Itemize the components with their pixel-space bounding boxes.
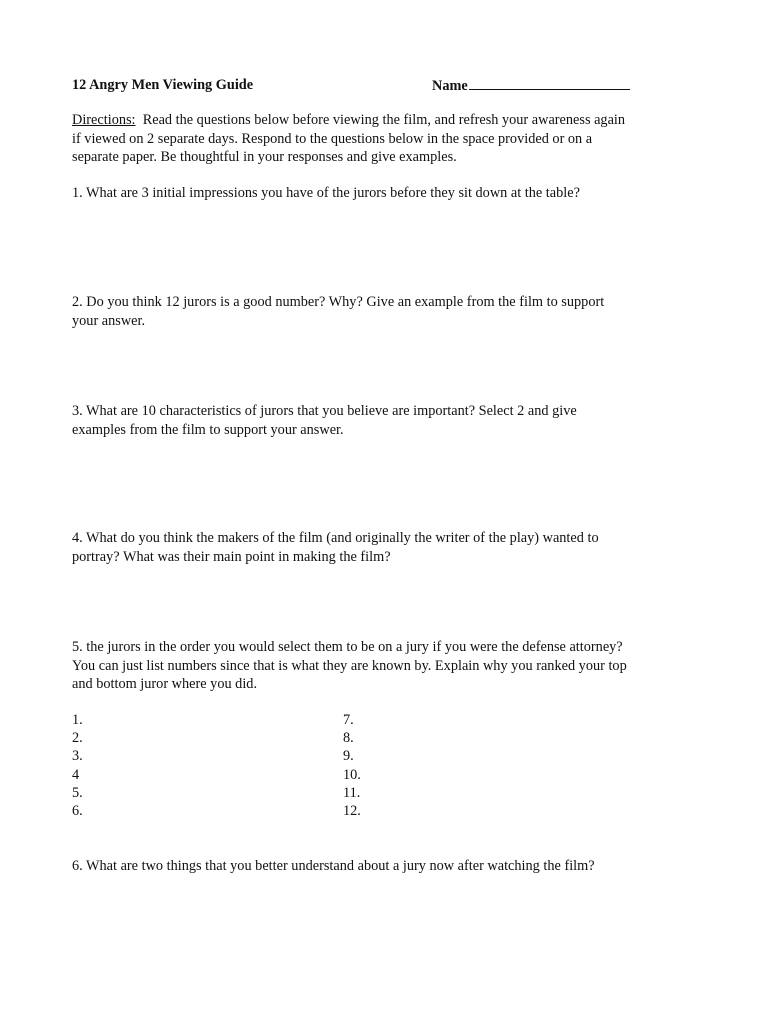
ranking-column-right — [343, 711, 361, 820]
ranking-item: 12. — [343, 802, 361, 819]
name-label: Name — [432, 78, 468, 94]
question-3-line-2: examples from the film to support your answer. — [72, 421, 344, 438]
question-1 — [72, 184, 702, 203]
directions-line-2: if viewed on 2 separate days. Respond to the questions below in the space provided or on a — [72, 130, 593, 147]
question-6 — [72, 857, 702, 876]
question-5 — [72, 638, 702, 694]
ranking-item: 4 — [72, 766, 80, 783]
directions-line-3: separate paper. Be thoughtful in your responses and give examples. — [72, 149, 457, 165]
ranking-item: 10. — [343, 766, 361, 783]
ranking-column-left — [72, 711, 83, 820]
ranking-item: 7. — [343, 712, 354, 728]
question-3 — [72, 402, 702, 439]
name-blank-line — [469, 76, 630, 90]
ranking-item: 9. — [343, 748, 354, 765]
question-4 — [72, 529, 702, 566]
question-4-line-2: portray? What was their main point in making the film? — [72, 548, 391, 565]
question-2 — [72, 293, 702, 330]
directions-block — [72, 111, 702, 167]
question-2-line-1: 2. Do you think 12 jurors is a good number? Why? Give an example from the film to support — [72, 294, 605, 310]
question-2-line-2: your answer. — [72, 312, 146, 329]
ranking-item: 1. — [72, 712, 83, 728]
question-4-line-1: 4. What do you think the makers of the film (and originally the writer of the play) wanted to — [72, 530, 599, 546]
ranking-item: 6. — [72, 802, 83, 819]
ranking-item: 11. — [343, 784, 361, 801]
ranking-item: 3. — [72, 748, 83, 765]
question-6-line-1: 6. What are two things that you better understand about a jury now after watching the film? — [72, 858, 595, 874]
question-3-line-1: 3. What are 10 characteristics of jurors that you believe are important? Select 2 and give — [72, 403, 577, 419]
question-1-line-1: 1. What are 3 initial impressions you have of the jurors before they sit down at the table? — [72, 185, 580, 201]
question-5-line-2: You can just list numbers since that is what they are known by. Explain why you ranked your top — [72, 657, 627, 674]
name-field — [432, 76, 630, 95]
ranking-item: 5. — [72, 784, 83, 801]
directions-line-1: Read the questions below before viewing the film, and refresh your awareness again — [142, 112, 626, 128]
directions-label: Directions: — [72, 112, 136, 128]
question-5-line-1: 5. the jurors in the order you would select them to be on a jury if you were the defense attorney? — [72, 639, 623, 655]
ranking-item: 2. — [72, 730, 83, 747]
ranking-item: 8. — [343, 730, 354, 747]
worksheet-title: 12 Angry Men Viewing Guide — [72, 77, 254, 93]
question-5-line-3: and bottom juror where you did. — [72, 676, 258, 692]
